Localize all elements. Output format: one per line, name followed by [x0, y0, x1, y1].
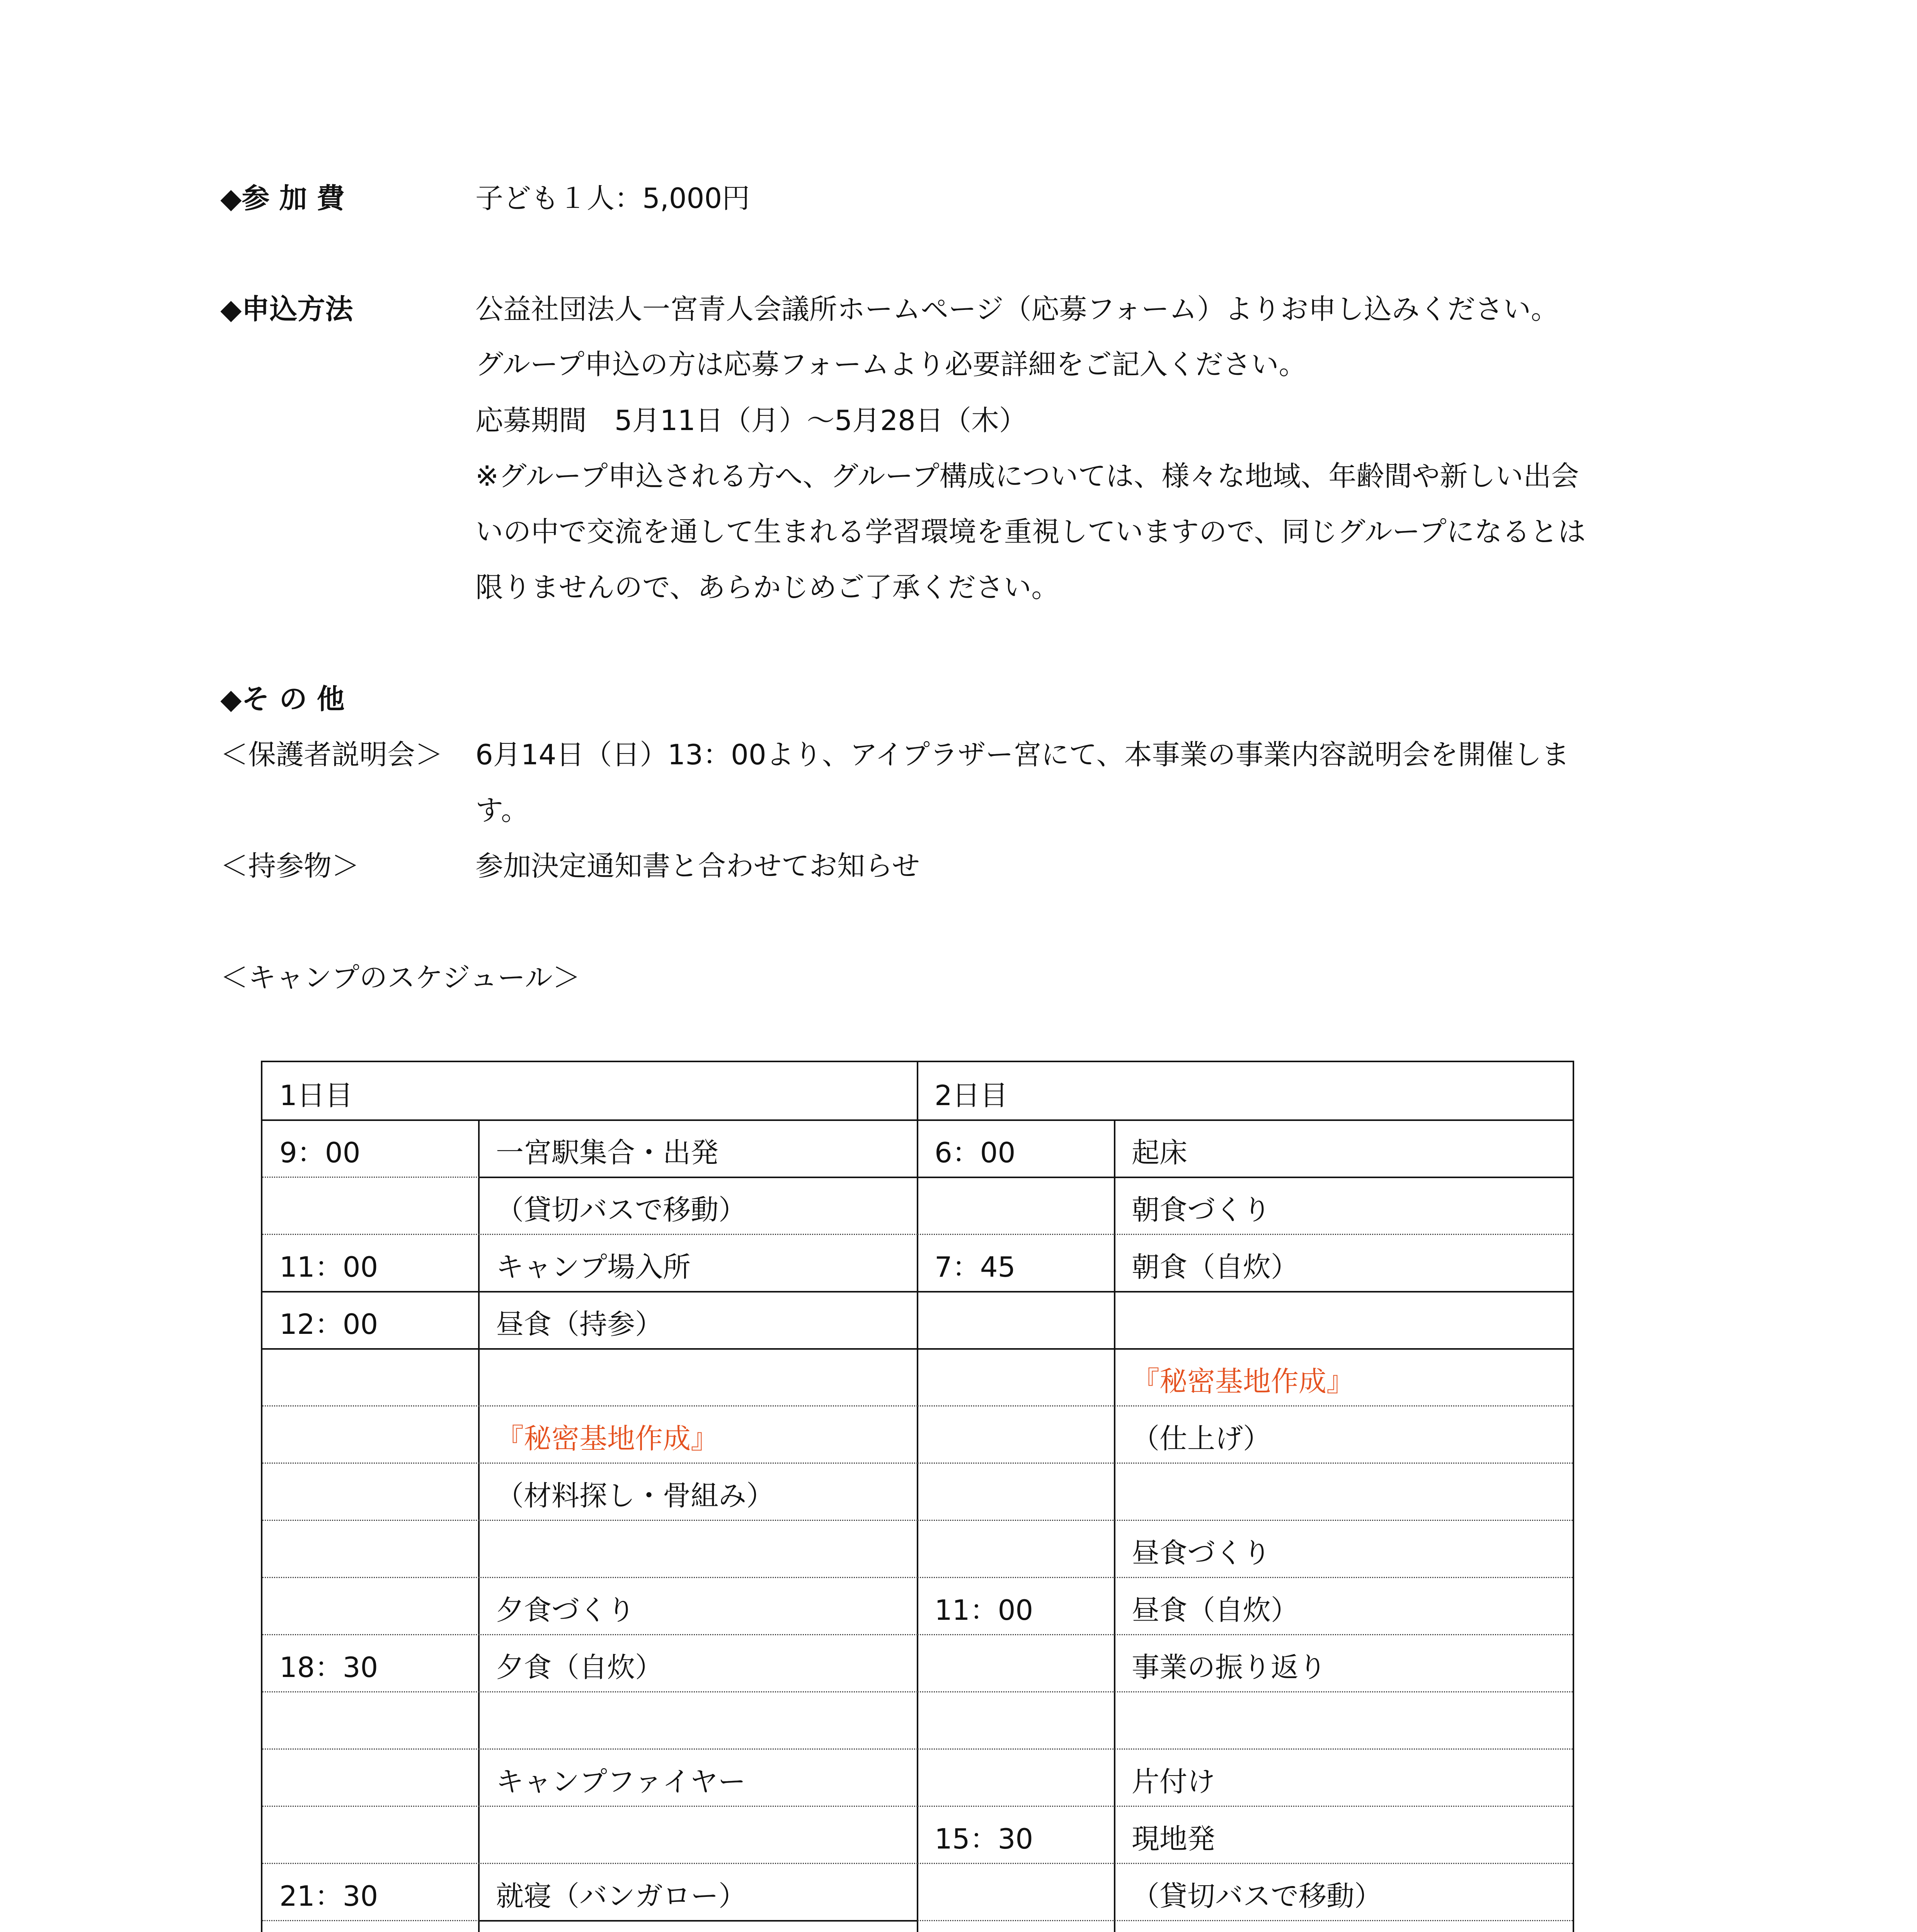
items-text: 参加決定通知書と合わせてお知らせ [475, 850, 920, 882]
day1-activity [479, 1691, 496, 1748]
table-divider [262, 1806, 918, 1807]
day1-header: 1日目 [279, 1079, 353, 1112]
day1-time [262, 1463, 279, 1520]
day1-activity [479, 1806, 496, 1863]
briefing-label: ＜保護者説明会＞ [220, 738, 443, 771]
table-divider [262, 1748, 918, 1750]
day2-activity: （貸切バスで移動） [1132, 1880, 1382, 1912]
day1-time [262, 1920, 279, 1932]
day1-time [262, 1748, 279, 1806]
day2-activity: 事業の振り返り [1132, 1651, 1327, 1684]
table-divider [262, 1119, 1573, 1121]
day2-time: 7：45 [935, 1251, 1016, 1283]
day2-time: 15：30 [935, 1823, 1033, 1855]
day1-activity: 一宮駅集合・出発 [496, 1136, 719, 1169]
day1-activity: （材料探し・骨組み） [496, 1480, 775, 1512]
day1-time: 12：00 [279, 1308, 378, 1340]
day1-time [262, 1348, 279, 1405]
briefing-line: す。 [475, 794, 529, 827]
apply-line: いの中で交流を通して生まれる学習環境を重視していますので、同じグループになるとは [475, 515, 1586, 548]
day1-activity: 『秘密基地作成』 [496, 1422, 719, 1455]
table-divider [262, 1520, 918, 1521]
day2-activity [1115, 1463, 1132, 1520]
day2-time: 6：00 [935, 1136, 1016, 1169]
day2-activity: 起床 [1132, 1136, 1188, 1169]
table-divider [262, 1691, 918, 1692]
day2-activity: 朝食（自炊） [1132, 1251, 1299, 1283]
apply-line: 公益社団法人一宮青人会議所ホームページ（応募フォーム）よりお申し込みください。 [475, 293, 1559, 325]
day2-time [918, 1920, 935, 1932]
table-divider [479, 1920, 918, 1922]
day2-time [918, 1691, 935, 1748]
apply-line: ※グループ申込される方へ、グループ構成については、様々な地域、年齢間や新しい出会 [475, 460, 1579, 492]
table-divider [918, 1348, 1573, 1350]
day1-activity: 就寝（バンガロー） [496, 1880, 747, 1912]
other-label: ◆そ の 他 [220, 683, 345, 715]
day2-activity: 片付け [1132, 1765, 1216, 1798]
day1-activity [479, 1920, 496, 1932]
day2-activity: （仕上げ） [1132, 1422, 1271, 1455]
table-divider [262, 1920, 479, 1921]
day1-activity: （貸切バスで移動） [496, 1194, 747, 1226]
table-divider [918, 1520, 1573, 1521]
table-divider [918, 1691, 1573, 1692]
day2-time [918, 1463, 935, 1520]
items-label: ＜持参物＞ [220, 850, 360, 882]
table-divider [918, 1748, 1573, 1750]
day1-time [262, 1177, 279, 1234]
day2-header: 2日目 [935, 1079, 1008, 1112]
day2-activity: 『秘密基地作成』 [1132, 1365, 1355, 1398]
table-divider [918, 1806, 1573, 1807]
apply-line: グループ申込の方は応募フォームより必要詳細をご記入ください。 [475, 348, 1307, 381]
table-divider [1114, 1119, 1115, 1932]
day1-time: 9：00 [279, 1136, 361, 1169]
table-divider [262, 1348, 918, 1350]
table-divider [479, 1177, 918, 1178]
day1-activity: キャンプファイヤー [496, 1765, 746, 1798]
apply-line: 応募期間 5月11日（月）〜5月28日（木） [475, 404, 1027, 437]
day1-activity: 昼食（持参） [496, 1308, 663, 1340]
fee-label: ◆参 加 費 [220, 182, 345, 214]
day2-time [918, 1405, 935, 1463]
table-divider [478, 1119, 480, 1932]
day2-time [918, 1291, 935, 1348]
table-divider [262, 1634, 918, 1635]
schedule-title: ＜キャンプのスケジュール＞ [220, 961, 581, 994]
day1-time: 11：00 [279, 1251, 378, 1283]
day1-time [262, 1577, 279, 1634]
day2-activity: 昼食づくり [1132, 1537, 1271, 1569]
day2-activity [1115, 1691, 1132, 1748]
day1-time: 21：30 [279, 1880, 378, 1912]
day1-time: 18：30 [279, 1651, 378, 1684]
apply-label: ◆申込方法 [220, 293, 353, 325]
table-divider [918, 1234, 1573, 1235]
day2-time: 11：00 [935, 1594, 1033, 1626]
day2-activity [1115, 1920, 1132, 1932]
day2-activity: 現地発 [1132, 1823, 1216, 1855]
day2-time [918, 1177, 935, 1234]
briefing-line: 6月14日（日）13：00より、アイプラザー宮にて、本事業の事業内容説明会を開催しま [475, 738, 1570, 771]
apply-line: 限りませんので、あらかじめご了承ください。 [475, 571, 1059, 604]
table-divider [918, 1577, 1573, 1578]
table-divider [918, 1863, 1573, 1864]
table-divider [917, 1062, 918, 1932]
table-divider [918, 1405, 1573, 1406]
day2-activity [1115, 1291, 1132, 1348]
day1-activity [479, 1348, 496, 1405]
day1-time [262, 1691, 279, 1748]
table-divider [918, 1463, 1573, 1464]
day2-time [918, 1863, 935, 1920]
day1-time [262, 1520, 279, 1577]
day1-activity: キャンプ場入所 [496, 1251, 691, 1283]
day2-time [918, 1520, 935, 1577]
schedule-table [261, 1061, 1574, 1932]
table-divider [262, 1577, 918, 1578]
day1-time [262, 1405, 279, 1463]
table-divider [262, 1291, 918, 1293]
fee-text: 子ども１人：5,000円 [475, 182, 750, 214]
table-divider [262, 1234, 918, 1235]
day2-time [918, 1348, 935, 1405]
day1-activity: 夕食づくり [496, 1594, 635, 1626]
day2-activity: 朝食づくり [1132, 1194, 1271, 1226]
table-divider [918, 1634, 1573, 1635]
table-divider [918, 1920, 1573, 1921]
day1-activity: 夕食（自炊） [496, 1651, 663, 1684]
day2-time [918, 1748, 935, 1806]
table-divider [918, 1291, 1573, 1293]
table-divider [262, 1863, 918, 1864]
table-divider [918, 1177, 1573, 1178]
day2-time [918, 1634, 935, 1691]
table-divider [262, 1463, 918, 1464]
day1-time [262, 1806, 279, 1863]
table-divider [262, 1405, 918, 1406]
day1-activity [479, 1520, 496, 1577]
day2-activity: 昼食（自炊） [1132, 1594, 1299, 1626]
